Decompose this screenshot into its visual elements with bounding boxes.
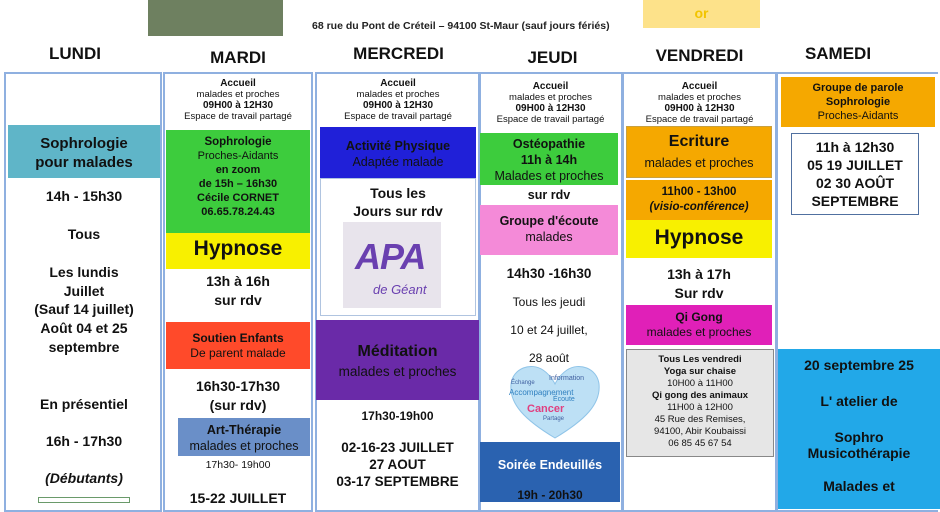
day-lundi: LUNDI (49, 44, 101, 63)
samedi-groupe-title: Groupe de parole (812, 82, 904, 94)
heart-word-4: Écoute (553, 396, 575, 403)
vendredi-info-8: 06 85 45 67 54 (668, 438, 732, 449)
vendredi-info-block (626, 349, 774, 457)
mercredi-medit-time: 17h30-19h00 (361, 409, 434, 423)
heart-word-1: Échange (511, 380, 535, 386)
day-jeudi: JEUDI (527, 48, 578, 67)
mardi-phone: 06.65.78.24.43 (201, 206, 275, 218)
mardi-soutien-block (166, 322, 310, 369)
mardi-hypnose-block (166, 233, 310, 269)
logo-image (148, 0, 283, 36)
mardi-soutien-time: 16h30-17h30 (195, 378, 281, 394)
lundi-lundis: Les lundis (49, 264, 119, 280)
lundi-sophro-block (8, 125, 160, 178)
vendredi-visio-block (626, 180, 772, 220)
jeudi-osteo-sub: Malades et proches (494, 169, 604, 183)
jeudi-tous: Tous les jeudi (512, 295, 586, 309)
lundi-time2: 16h - 17h30 (45, 433, 123, 449)
jeudi-soiree: Soirée Endeuillés (497, 458, 603, 472)
samedi-dates-box (791, 133, 919, 215)
accueil-title: Accueil (380, 78, 416, 89)
accueil-title: Accueil (681, 81, 718, 92)
jeudi-groupe-time: 14h30 -16h30 (506, 266, 592, 281)
vendredi-info-7: 94100, Abir Koubaissi (654, 426, 746, 437)
vendredi-qigong-block (626, 305, 772, 345)
vendredi-hyp-time: 13h à 17h (667, 266, 731, 282)
day-vendredi: VENDREDI (655, 46, 744, 65)
accueil-title: Accueil (220, 78, 256, 89)
lundi-sophro-title: Sophrologie pour malades (35, 135, 133, 171)
accueil-line1: malades et proches (658, 92, 741, 103)
mardi-soutien-sub: De parent malade (190, 346, 286, 360)
or-text: or (694, 5, 709, 21)
accueil-title: Accueil (532, 81, 569, 92)
accueil-line3: Espace de travail partagé (496, 114, 605, 125)
vendredi-info-3: 10H00 à 11H00 (667, 378, 733, 389)
vendredi-visio: (visio-conférence) (649, 201, 749, 213)
vendredi-info-5: 11H00 à 12H00 (667, 402, 733, 413)
accueil-hours: 09H00 à 12H30 (202, 100, 274, 111)
lundi-tous: Tous (67, 226, 101, 242)
samedi-box4: SEPTEMBRE (811, 193, 899, 209)
accueil-line1: malades et proches (196, 89, 280, 100)
heart-word-3: Accompagnement (509, 388, 574, 397)
lundi-presentiel: En présentiel (40, 396, 128, 412)
mercredi-dates1: 02-16-23 JUILLET (341, 440, 454, 455)
lundi-debutants: (Débutants) (45, 470, 123, 486)
mardi-hyp-rdv: sur rdv (214, 292, 262, 308)
jeudi-dates1: 10 et 24 juillet, (510, 323, 588, 337)
mardi-art-block (178, 418, 310, 456)
day-mardi: MARDI (210, 48, 266, 67)
mardi-name: Cécile CORNET (197, 192, 279, 204)
vendredi-info-4: Qi gong des animaux (651, 390, 749, 401)
mercredi-accueil (317, 78, 479, 122)
jeudi-groupe-sub: malades (525, 230, 573, 244)
jeudi-osteo-block (480, 133, 618, 185)
mercredi-apa-block (320, 127, 476, 178)
samedi-box2: 05 19 JUILLET (807, 157, 903, 173)
heart-word-6: Partage (543, 416, 565, 422)
samedi-sophro: Sophro (834, 429, 884, 445)
vendredi-qigong-sub: malades et proches (646, 325, 752, 339)
accueil-line1: malades et proches (509, 92, 592, 103)
samedi-box3: 02 30 AOÛT (815, 175, 895, 191)
heart-word-2: Information (549, 375, 585, 382)
mardi-zoom: en zoom (215, 164, 261, 176)
heart-word-5: Cancer (527, 403, 565, 415)
vendredi-ecriture-sub: malades et proches (644, 156, 754, 170)
vendredi-ecriture: Ecriture (668, 133, 730, 150)
vendredi-info-1: Tous Les vendredi (658, 354, 742, 365)
mardi-hyp-time: 13h à 16h (206, 273, 270, 289)
samedi-box1: 11h à 12h30 (815, 139, 895, 155)
accueil-hours: 09H00 à 12H30 (362, 100, 434, 111)
jeudi-groupe-block (480, 205, 618, 255)
vendredi-info-6: 45 Rue des Remises, (654, 414, 746, 425)
samedi-groupe-block (781, 77, 935, 127)
lundi-sept: septembre (48, 339, 120, 355)
mardi-sophro-block (166, 130, 310, 233)
vendredi-ecriture-block (626, 126, 772, 178)
mercredi-jours: Jours sur rdv (353, 203, 443, 219)
header-badge (643, 0, 760, 28)
jeudi-osteo-time: 11h à 14h (520, 153, 578, 167)
day-mercredi: MERCREDI (353, 44, 444, 63)
heart-image (505, 360, 605, 442)
samedi-malades: Malades et (823, 478, 895, 494)
samedi-atelier: L' atelier de (820, 393, 898, 409)
lundi-aout: Août 04 et 25 (40, 320, 128, 336)
mardi-hypnose: Hypnose (193, 237, 283, 260)
vendredi-accueil (624, 81, 775, 125)
vendredi-visio-time: 11h00 - 13h00 (661, 186, 737, 198)
mercredi-apa-sub: Adaptée malade (352, 155, 444, 169)
samedi-date: 20 septembre 25 (804, 357, 914, 373)
jeudi-groupe-title: Groupe d'écoute (499, 214, 599, 228)
jeudi-osteo-rdv: sur rdv (527, 188, 571, 202)
mardi-soutien-rdv: (sur rdv) (209, 397, 267, 413)
mardi-sophro-sub: Proches-Aidants (197, 150, 279, 162)
accueil-line3: Espace de travail partagé (344, 111, 452, 122)
mardi-accueil (165, 78, 311, 122)
apa-logo-text: APA (355, 236, 426, 277)
samedi-groupe-sub2: Proches-Aidants (817, 110, 899, 122)
mercredi-tous: Tous les (370, 185, 426, 201)
jeudi-dates2: 28 août (528, 351, 570, 365)
accueil-hours: 09H00 à 12H30 (515, 103, 586, 114)
lundi-juillet: Juillet (63, 283, 105, 299)
vendredi-qigong: Qi Gong (675, 310, 723, 324)
jeudi-osteo-title: Ostéopathie (512, 137, 586, 151)
day-samedi: SAMEDI (804, 44, 872, 63)
mercredi-apa-title: Activité Physique (345, 139, 451, 153)
jeudi-soiree-block (480, 442, 620, 502)
accueil-line3: Espace de travail partagé (645, 114, 754, 125)
mardi-zoom-time: de 15h – 16h30 (198, 178, 278, 190)
vendredi-hypnose: Hypnose (654, 226, 744, 249)
samedi-musico: Musicothérapie (807, 445, 911, 461)
mercredi-medit-title: Méditation (357, 343, 438, 360)
mardi-art-time: 17h30- 19h00 (205, 459, 271, 471)
lundi-sauf: (Sauf 14 juillet) (34, 301, 134, 317)
mardi-sophro-title: Sophrologie (204, 136, 272, 148)
address-text: 68 rue du Pont de Créteil – 94100 St-Maur (sauf jours fériés) (312, 20, 610, 32)
vendredi-hypnose-block (626, 220, 772, 258)
mercredi-medit-sub: malades et proches (338, 364, 457, 379)
mercredi-medit-block (316, 320, 479, 400)
samedi-atelier-block (778, 349, 940, 509)
apa-logo (343, 222, 441, 308)
lundi-time1: 14h - 15h30 (45, 188, 123, 204)
jeudi-accueil (480, 81, 621, 125)
mardi-art-sub: malades et proches (189, 439, 299, 453)
mercredi-dates2: 27 AOUT (369, 457, 426, 472)
vendredi-hyp-rdv: Sur rdv (674, 285, 724, 301)
mardi-soutien-title: Soutien Enfants (192, 331, 284, 345)
mardi-art-title: Art-Thérapie (206, 423, 282, 437)
accueil-line3: Espace de travail partagé (184, 111, 292, 122)
mercredi-dates3: 03-17 SEPTEMBRE (336, 474, 459, 489)
mardi-bottom: 15-22 JUILLET (189, 490, 287, 506)
samedi-groupe-sub1: Sophrologie (825, 96, 891, 108)
lundi-bottom-box (38, 497, 130, 503)
jeudi-soiree-time: 19h - 20h30 (517, 488, 583, 502)
accueil-hours: 09H00 à 12H30 (664, 103, 735, 114)
apa-logo-sub: de Géant (373, 282, 427, 297)
vendredi-info-2: Yoga sur chaise (663, 366, 737, 377)
accueil-line1: malades et proches (356, 89, 440, 100)
